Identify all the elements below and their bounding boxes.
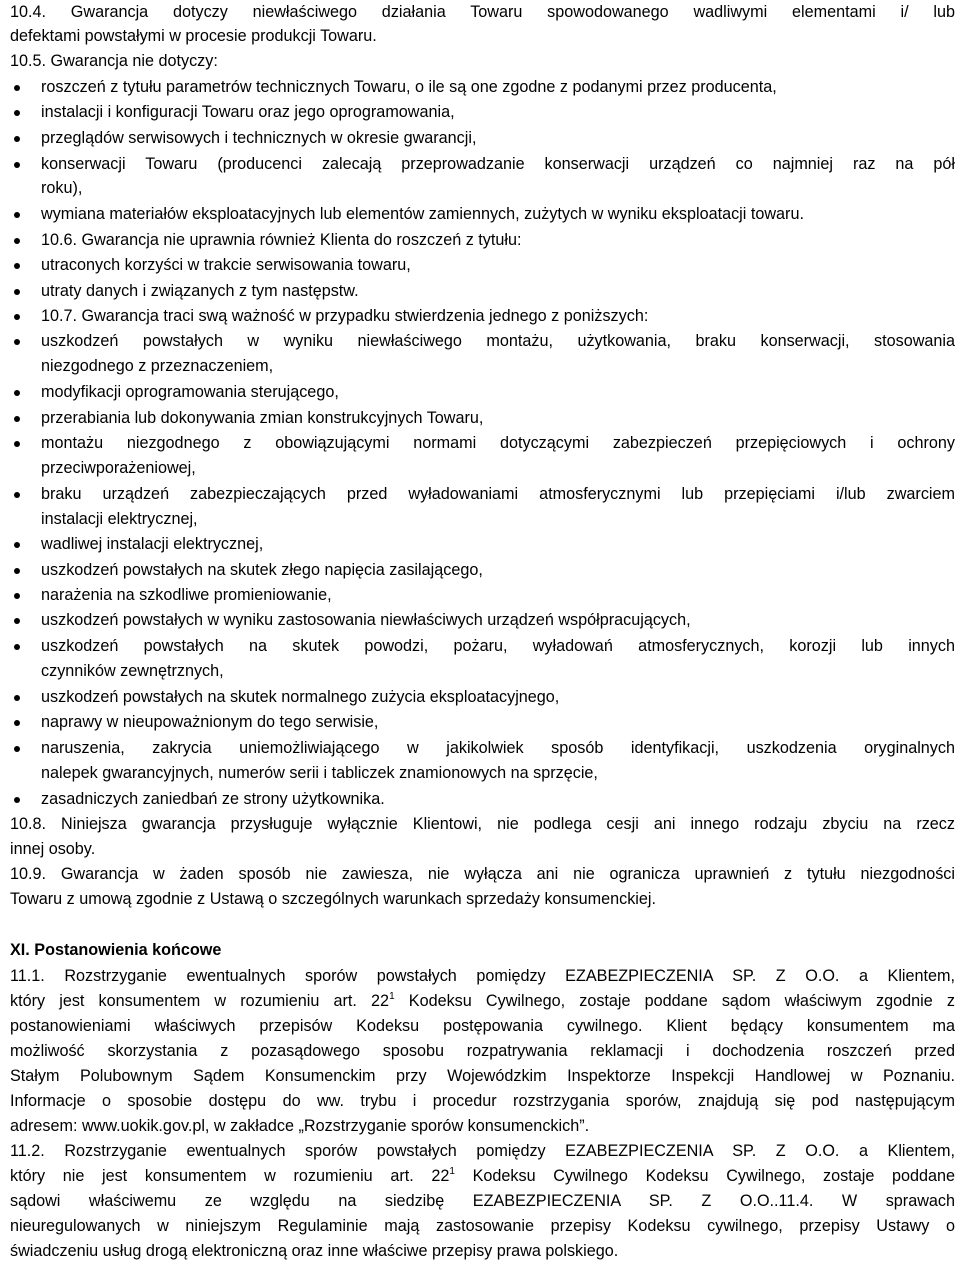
bullet-icon [14,441,20,447]
superscript: 1 [389,991,395,1002]
superscript: 1 [449,1166,455,1177]
text-line [41,509,198,529]
text-line [41,331,955,351]
text-line [41,154,955,174]
text-line-content: uszkodzeń powstałych na skutek złego napięcia zasilającego, [41,561,483,579]
bullet-icon [14,212,20,218]
text-line-content: naruszenia, zakrycia uniemożliwiającego w jakikolwiek sposób identyfikacji, uszkodzenia oryginalnych [41,739,955,757]
text-line [10,1241,618,1261]
text-line-content: wadliwej instalacji elektrycznej, [41,535,264,553]
text-line-content: 10.8. Niniejsza gwarancja przysługuje wyłącznie Klientowi, nie podlega cesji ani innego rodzaju zbyciu na rzecz [10,815,955,833]
text-line-content: Stałym Polubownym Sądem Konsumenckim przy Wojewódzkim Inspektorze Inspekcji Handlowej w Poznaniu. [10,1067,955,1085]
text-line-content: który jest konsumentem w rozumieniu art. 22 [10,992,390,1010]
bullet-icon [14,593,20,599]
text-line [10,1166,955,1186]
text-line [41,102,455,122]
text-line-content: XI. Postanowienia końcowe [10,941,222,959]
bullet-icon [14,85,20,91]
text-line-content: braku urządzeń zabezpieczających przed wyładowaniami atmosferycznymi lub przepięciami i/lub zwarciem [41,485,955,503]
text-line [10,1116,589,1136]
text-line-content: narażenia na szkodliwe promieniowanie, [41,586,332,604]
text-line-content: naprawy w nieupoważnionym do tego serwisie, [41,713,379,731]
text-line-content: instalacji elektrycznej, [41,510,198,528]
text-line [10,1141,955,1161]
bullet-icon [14,797,20,803]
text-line [41,763,598,783]
text-line [10,814,955,834]
bullet-icon [14,289,20,295]
text-line-content: konserwacji Towaru (producenci zalecają przeprowadzanie konserwacji urządzeń co najmniej raz na pół [41,155,955,173]
text-line-continuation: Kodeksu Cywilnego Kodeksu Cywilnego, zostaje poddane [454,1167,956,1185]
text-line [41,204,804,224]
text-line-content: zasadniczych zaniedbań ze strony użytkownika. [41,790,385,808]
text-line [41,382,339,402]
text-line [41,687,559,707]
bullet-icon [14,263,20,269]
text-line-content: utraconych korzyści w trakcie serwisowania towaru, [41,256,411,274]
text-line [41,178,82,198]
text-line [10,889,656,909]
text-line [41,585,332,605]
bullet-icon [14,162,20,168]
text-line [10,966,955,986]
text-line-content: uszkodzeń powstałych w wyniku zastosowania niewłaściwych urządzeń współpracujących, [41,611,691,629]
text-line [41,661,224,681]
text-line-content: czynników zewnętrznych, [41,662,224,680]
bullet-icon [14,390,20,396]
bullet-icon [14,720,20,726]
text-line [41,484,955,504]
text-line-content: 10.7. Gwarancja traci swą ważność w przypadku stwierdzenia jednego z poniższych: [41,307,649,325]
text-line [10,1091,955,1111]
text-line [10,839,95,859]
bullet-icon [14,492,20,498]
text-line [10,1216,955,1236]
text-line-content: możliwość skorzystania z pozasądowego sposobu rozpatrywania reklamacji i dochodzenia roszczeń przed [10,1042,955,1060]
text-line-content: przeglądów serwisowych i technicznych w okresie gwarancji, [41,129,477,147]
text-line [41,356,273,376]
text-line [41,636,955,656]
text-line [41,281,359,301]
text-line [10,1191,955,1211]
bullet-icon [14,618,20,624]
text-line [41,712,378,732]
text-line [41,306,648,326]
text-line-content: wymiana materiałów eksploatacyjnych lub elementów zamiennych, zużytych w wyniku eksploatacji towaru. [41,205,804,223]
text-line-content: Informacje o sposobie dostępu do ww. trybu i procedur rozstrzygania sporów, znajdują się pod następującym [10,1092,955,1110]
text-line [41,408,483,428]
text-line-content: roku), [41,179,83,197]
text-line-content: Towaru z umową zgodnie z Ustawą o szczególnych warunkach sprzedaży konsumenckiej. [10,890,657,908]
text-line [41,77,777,97]
text-line-content: który nie jest konsumentem w rozumieniu art. 22 [10,1167,450,1185]
text-line-content: innej osoby. [10,840,96,858]
text-line-content: montażu niezgodnego z obowiązującymi normami dotyczącymi zabezpieczeń przepięciowych i ochrony [41,434,955,452]
text-line-content: przerabiania lub dokonywania zmian konstrukcyjnych Towaru, [41,409,484,427]
text-line-continuation: Kodeksu Cywilnego, zostaje poddane sądom właściwym zgodnie z [394,992,956,1010]
text-line [41,560,483,580]
text-line-content: 11.2. Rozstrzyganie ewentualnych sporów powstałych pomiędzy EZABEZPIECZENIA SP. Z O.O. a Klientem, [10,1142,955,1160]
text-line [10,991,955,1011]
text-line-content: 10.6. Gwarancja nie uprawnia również Klienta do roszczeń z tytułu: [41,231,522,249]
text-line [41,128,476,148]
text-line [10,1066,955,1086]
text-line-content: uszkodzeń powstałych na skutek normalnego zużycia eksploatacyjnego, [41,688,560,706]
text-line [41,610,691,630]
text-line [10,1041,955,1061]
text-line [41,433,955,453]
bullet-icon [14,238,20,244]
bullet-icon [14,568,20,574]
bullet-icon [14,542,20,548]
text-line-content: 10.4. Gwarancja dotyczy niewłaściwego działania Towaru spowodowanego wadliwymi elementami i/ lub [10,3,955,21]
text-line [10,1016,955,1036]
text-line-content: adresem: www.uokik.gov.pl, w zakładce „Rozstrzyganie sporów konsumenckich”. [10,1117,590,1135]
bullet-icon [14,644,20,650]
section-heading [10,940,221,960]
bullet-icon [14,746,20,752]
bullet-icon [14,314,20,320]
text-line-content: 10.5. Gwarancja nie dotyczy: [10,52,218,70]
text-line-content: nalepek gwarancyjnych, numerów serii i tabliczek znamionowych na sprzęcie, [41,764,598,782]
bullet-icon [14,339,20,345]
text-line-content: instalacji i konfiguracji Towaru oraz jego oprogramowania, [41,103,455,121]
text-line-content: postanowieniami właściwych przepisów Kodeksu postępowania cywilnego. Klient będący konsumentem ma [10,1017,955,1035]
text-line [41,534,263,554]
text-line [10,26,377,46]
text-line-content: 10.9. Gwarancja w żaden sposób nie zawiesza, nie wyłącza ani nie ogranicza uprawnień z tytułu niezgodności [10,865,955,883]
text-line-content: nieuregulowanych w niniejszym Regulaminie mają zastosowanie przepisy Kodeksu cywilnego, przepisy Ustawy o [10,1217,955,1235]
bullet-icon [14,695,20,701]
text-line-content: roszczeń z tytułu parametrów technicznych Towaru, o ile są one zgodne z podanymi przez producenta, [41,78,777,96]
text-line [10,864,955,884]
text-line [41,458,196,478]
text-line-content: utraty danych i związanych z tym następstw. [41,282,359,300]
text-line-content: modyfikacji oprogramowania sterującego, [41,383,339,401]
text-line [41,255,411,275]
text-line [10,51,218,71]
text-line [10,2,955,22]
text-line-content: niezgodnego z przeznaczeniem, [41,357,274,375]
text-line [41,230,521,250]
text-line [41,789,385,809]
text-line-content: uszkodzeń powstałych na skutek powodzi, pożaru, wyładowań atmosferycznych, korozji lub innych [41,637,955,655]
bullet-icon [14,136,20,142]
bullet-icon [14,416,20,422]
text-line-content: 11.1. Rozstrzyganie ewentualnych sporów powstałych pomiędzy EZABEZPIECZENIA SP. Z O.O. a Klientem, [10,967,955,985]
text-line-content: uszkodzeń powstałych w wyniku niewłaściwego montażu, użytkowania, braku konserwacji, stosowania [41,332,955,350]
text-line-content: sądowi właściwemu ze względu na siedzibę EZABEZPIECZENIA SP. Z O.O..11.4. W sprawach [10,1192,955,1210]
text-line [41,738,955,758]
text-line-content: przeciwporażeniowej, [41,459,196,477]
text-line-content: świadczeniu usług drogą elektroniczną oraz inne właściwe przepisy prawa polskiego. [10,1242,619,1260]
bullet-icon [14,110,20,116]
text-line-content: defektami powstałymi w procesie produkcji Towaru. [10,27,377,45]
